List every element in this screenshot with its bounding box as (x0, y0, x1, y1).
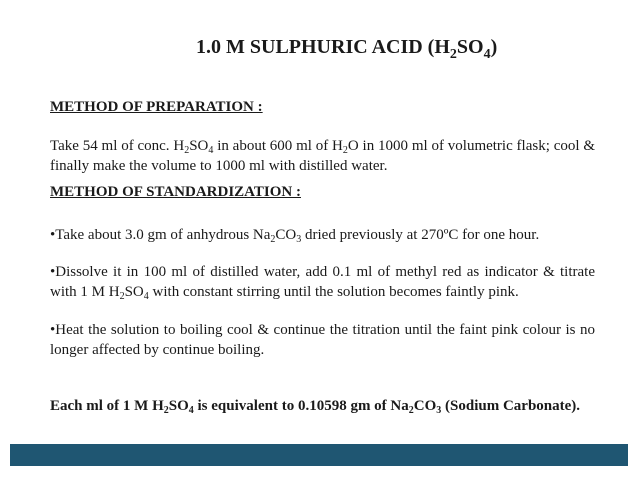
left-margin (0, 0, 10, 478)
standardization-heading: METHOD OF STANDARDIZATION : (50, 184, 301, 200)
slide-title: 1.0 M SULPHURIC ACID $(H_2SO_4)$ (196, 36, 498, 62)
footer-margin (10, 466, 628, 478)
standardization-step-2: •Dissolve it in 100 ml of distilled water, add 0.1 ml of methyl red as indicator & titrate with 1 M $H_2SO_4$ with constant stirring until the solution becomes faintly pink. (50, 264, 595, 302)
footer-bar (10, 444, 628, 466)
equivalence-statement: Each ml of 1 M $H_2SO_4$ is equivalent to 0.10598 gm of $Na_2CO_3$ (Sodium Carbonate). (50, 398, 581, 416)
standardization-step-3: •Heat the solution to boiling cool & continue the titration until the faint pink colour is no longer affected by continue boiling. (50, 322, 595, 358)
standardization-step-1: •Take about 3.0 gm of anhydrous $Na_2CO_3$ dried previously at 270ºC for one hour. (50, 227, 540, 245)
preparation-heading: METHOD OF PREPARATION : (50, 99, 263, 115)
preparation-text: Take 54 ml of conc. $H_2SO_4$ in about 600 ml of $H_2O$ in 1000 ml of volumetric flask; cool & finally make the volume to 1000 ml with distilled water. (50, 138, 595, 174)
